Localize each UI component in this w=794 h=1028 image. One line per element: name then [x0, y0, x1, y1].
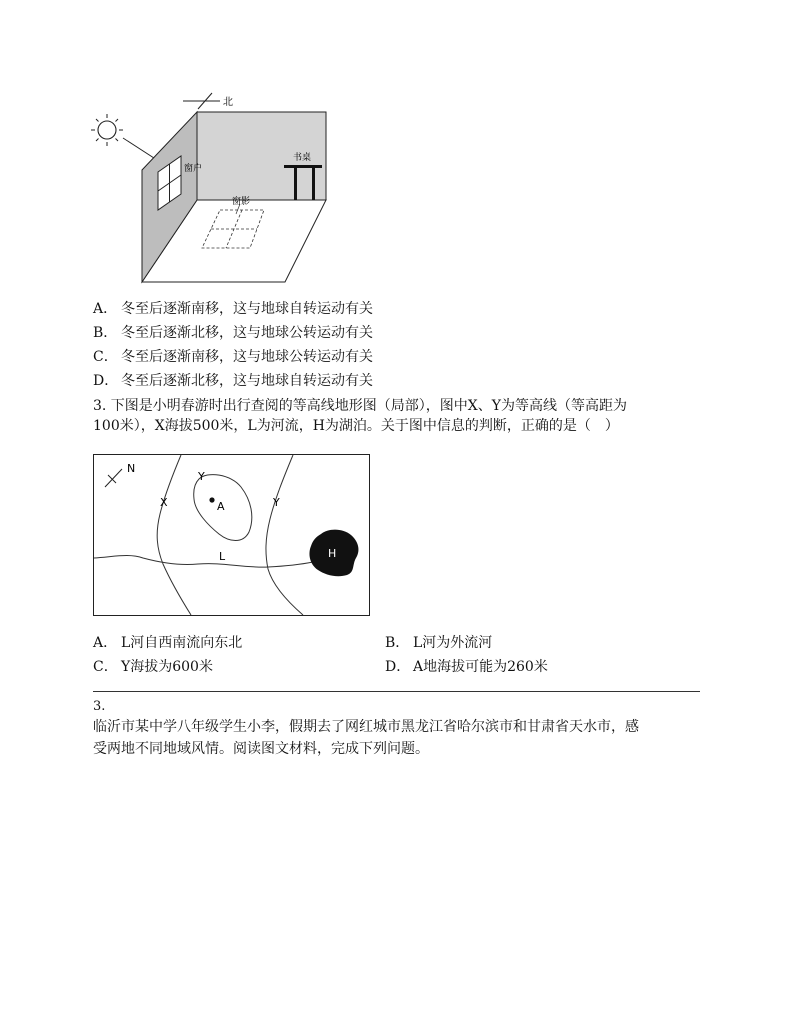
- h-label: H: [328, 547, 337, 560]
- option-text: 冬至后逐渐北移，这与地球公转运动有关: [121, 325, 373, 341]
- q3-option-a[interactable]: [93, 633, 242, 653]
- option-letter: D．: [385, 659, 411, 675]
- desk-label: 书桌: [293, 153, 312, 163]
- option-letter: B．: [385, 635, 410, 651]
- option-text: A地海拔可能为260米: [413, 659, 548, 675]
- north-arrow-icon: [183, 93, 220, 109]
- shadow-label: 窗影: [232, 197, 251, 207]
- q2-option-c[interactable]: [93, 347, 373, 367]
- option-text: 冬至后逐渐南移，这与地球公转运动有关: [121, 349, 373, 365]
- q3-option-d[interactable]: [385, 657, 548, 677]
- l-label: L: [219, 550, 226, 563]
- y-label-right: Y: [273, 496, 280, 509]
- a-label: A: [217, 500, 225, 513]
- option-text: L河为外流河: [413, 635, 493, 651]
- option-text: 冬至后逐渐北移，这与地球自转运动有关: [121, 373, 373, 389]
- x-label: X: [160, 496, 168, 509]
- q4-stem-line2: 受两地不同地域风情。阅读图文材料，完成下列问题。: [93, 741, 429, 757]
- q4-number: 3.: [93, 699, 106, 714]
- section-divider: [93, 691, 700, 692]
- q2-option-a[interactable]: [93, 299, 373, 319]
- point-a-marker: [209, 497, 214, 502]
- q3-stem-line1: 3. 下图是小明春游时出行查阅的等高线地形图（局部），图中X、Y为等高线（等高距为: [93, 398, 628, 414]
- sun-icon: [91, 114, 123, 146]
- q2-option-b[interactable]: [93, 323, 373, 343]
- option-letter: B．: [93, 325, 118, 341]
- q2-option-d[interactable]: [93, 371, 373, 391]
- q3-option-b[interactable]: [385, 633, 492, 653]
- option-letter: C．: [93, 349, 118, 365]
- option-text: Y海拔为600米: [121, 659, 213, 675]
- option-letter: A．: [93, 301, 118, 317]
- option-letter: C．: [93, 659, 118, 675]
- option-letter: A．: [93, 635, 118, 651]
- window-label: 窗户: [184, 164, 203, 174]
- north-label: N: [127, 462, 136, 475]
- q3-stem-line2: 100米），X海拔500米，L为河流，H为湖泊。关于图中信息的判断，正确的是（ ）: [93, 418, 619, 434]
- room-figure: [90, 90, 340, 290]
- q4-stem-line1: 临沂市某中学八年级学生小李，假期去了网红城市黑龙江省哈尔滨市和甘肃省天水市，感: [93, 719, 639, 735]
- q3-option-c[interactable]: [93, 657, 213, 677]
- option-letter: D．: [93, 373, 119, 389]
- option-text: L河自西南流向东北: [121, 635, 243, 651]
- option-text: 冬至后逐渐南移，这与地球自转运动有关: [121, 301, 373, 317]
- contour-map: [93, 454, 371, 617]
- y-label-left: Y: [198, 470, 205, 483]
- north-label: 北: [223, 97, 233, 108]
